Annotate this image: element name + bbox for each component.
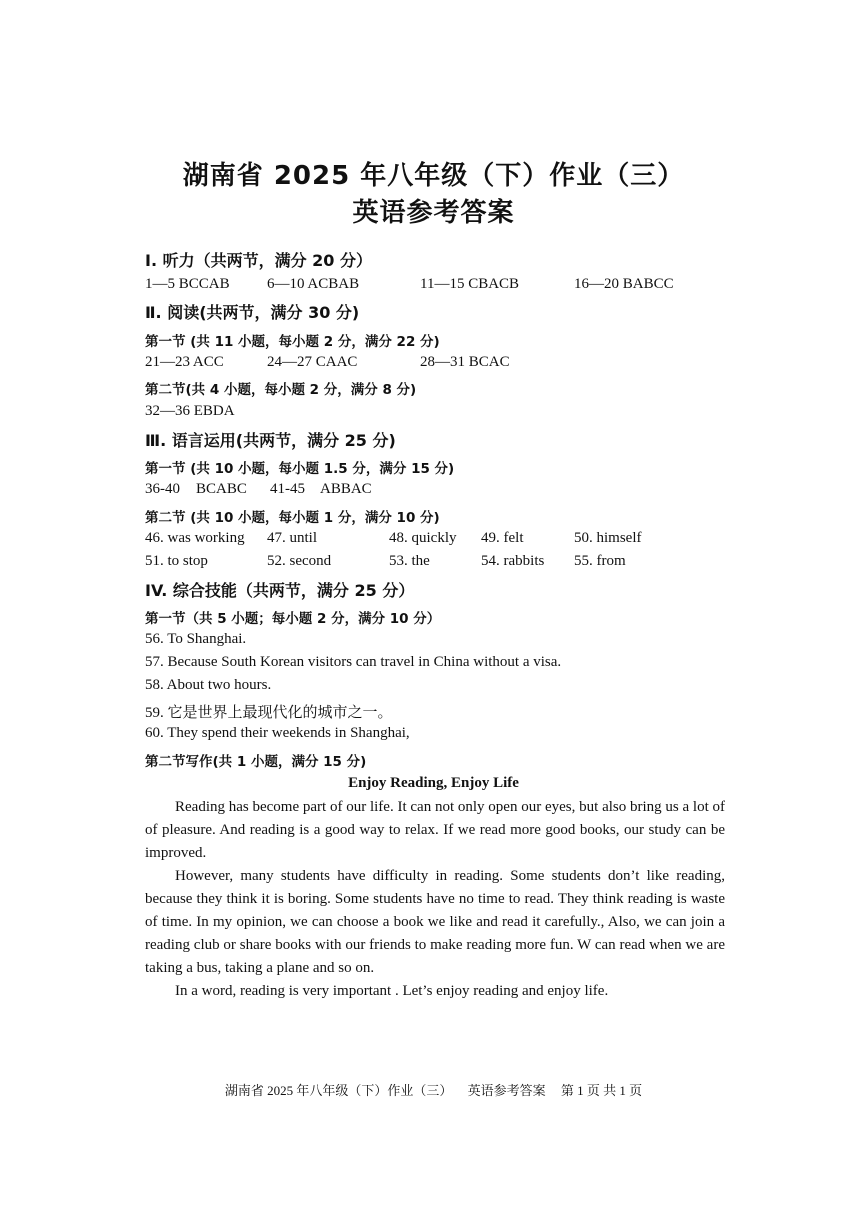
- answer-item: 54. rabbits: [481, 553, 545, 569]
- part3-heading: Ⅲ. 语言运用(共两节，满分 25 分): [145, 431, 396, 450]
- part4-section2-heading: 第二节写作(共 1 小题，满分 15 分): [145, 754, 367, 770]
- answer-range: 36-40: [145, 481, 180, 497]
- answer-group: 16—20 BABCC: [574, 276, 674, 292]
- footer-subject: 英语参考答案: [467, 1083, 546, 1098]
- answer-item: 46. was working: [145, 530, 245, 546]
- answer-group: 1—5 BCCAB: [145, 276, 230, 292]
- part2-section1-heading: 第一节 (共 11 小题，每小题 2 分，满分 22 分): [145, 334, 440, 350]
- answer-line: 60. They spend their weekends in Shanghai,: [145, 725, 410, 741]
- essay-paragraph: Reading has become part of our life. It can not only open our eyes, but also bring us a lot of of pleasure. And reading is a good way to relax. If we read more good books, our study can be improved.: [145, 799, 725, 861]
- part3-section2-heading: 第二节 (共 10 小题，每小题 1 分，满分 10 分): [145, 510, 440, 526]
- answer-line: 56. To Shanghai.: [145, 631, 247, 647]
- answer-group: ABBAC: [320, 481, 372, 497]
- answer-line: 59. 它是世界上最现代化的城市之一。: [145, 705, 393, 721]
- answer-line: 58. About two hours.: [145, 677, 272, 693]
- document-title: 湖南省 2025 年八年级（下）作业（三）: [182, 161, 685, 191]
- part3-section1-heading: 第一节 (共 10 小题，每小题 1.5 分，满分 15 分): [145, 461, 455, 477]
- answer-item: 53. the: [389, 553, 430, 569]
- answer-item: 49. felt: [481, 530, 524, 546]
- answer-range: 41-45: [270, 481, 305, 497]
- page-footer: [0, 1080, 867, 1099]
- essay-paragraph: In a word, reading is very important . Let’s enjoy reading and enjoy life.: [175, 983, 609, 999]
- essay-paragraph: However, many students have difficulty in reading. Some students don’t like reading, because they think it is boring. Some students have no time to read. They think reading is waste of time. In my opinion, we can choose a book we like and read it carefully., Also, we can join a reading club or share books with our friends to make reading more fun. W can read when we are taking a bus, taking a plane and so on.: [145, 868, 725, 976]
- answer-group: 24—27 CAAC: [267, 354, 358, 370]
- answer-group: 11—15 CBACB: [420, 276, 520, 292]
- part4-heading: IV. 综合技能（共两节，满分 25 分）: [145, 581, 415, 600]
- essay-title: Enjoy Reading, Enjoy Life: [348, 775, 519, 791]
- document-subtitle: 英语参考答案: [352, 198, 515, 228]
- answer-item: 47. until: [267, 530, 318, 546]
- part2-section2-heading: 第二节(共 4 小题，每小题 2 分，满分 8 分): [145, 382, 417, 398]
- answer-item: 48. quickly: [389, 530, 457, 546]
- part1-heading: I. 听力（共两节，满分 20 分）: [145, 251, 373, 270]
- answer-item: 52. second: [267, 553, 332, 569]
- answer-group: 21—23 ACC: [145, 354, 224, 370]
- footer-title: 湖南省 2025 年八年级（下）作业（三）: [224, 1083, 453, 1098]
- answer-group: 6—10 ACBAB: [267, 276, 360, 292]
- answer-item: 50. himself: [574, 530, 642, 546]
- answer-group: BCABC: [196, 481, 247, 497]
- answer-item: 55. from: [574, 553, 626, 569]
- answer-group: 28—31 BCAC: [420, 354, 510, 370]
- answer-item: 51. to stop: [145, 553, 208, 569]
- part4-section1-heading: 第一节（共 5 小题；每小题 2 分，满分 10 分）: [145, 611, 441, 627]
- answer-line: 57. Because South Korean visitors can travel in China without a visa.: [145, 654, 562, 670]
- part2-heading: Ⅱ. 阅读(共两节，满分 30 分): [145, 303, 360, 322]
- footer-page-number: 第 1 页 共 1 页: [560, 1083, 643, 1098]
- answer-group: 32—36 EBDA: [145, 403, 235, 419]
